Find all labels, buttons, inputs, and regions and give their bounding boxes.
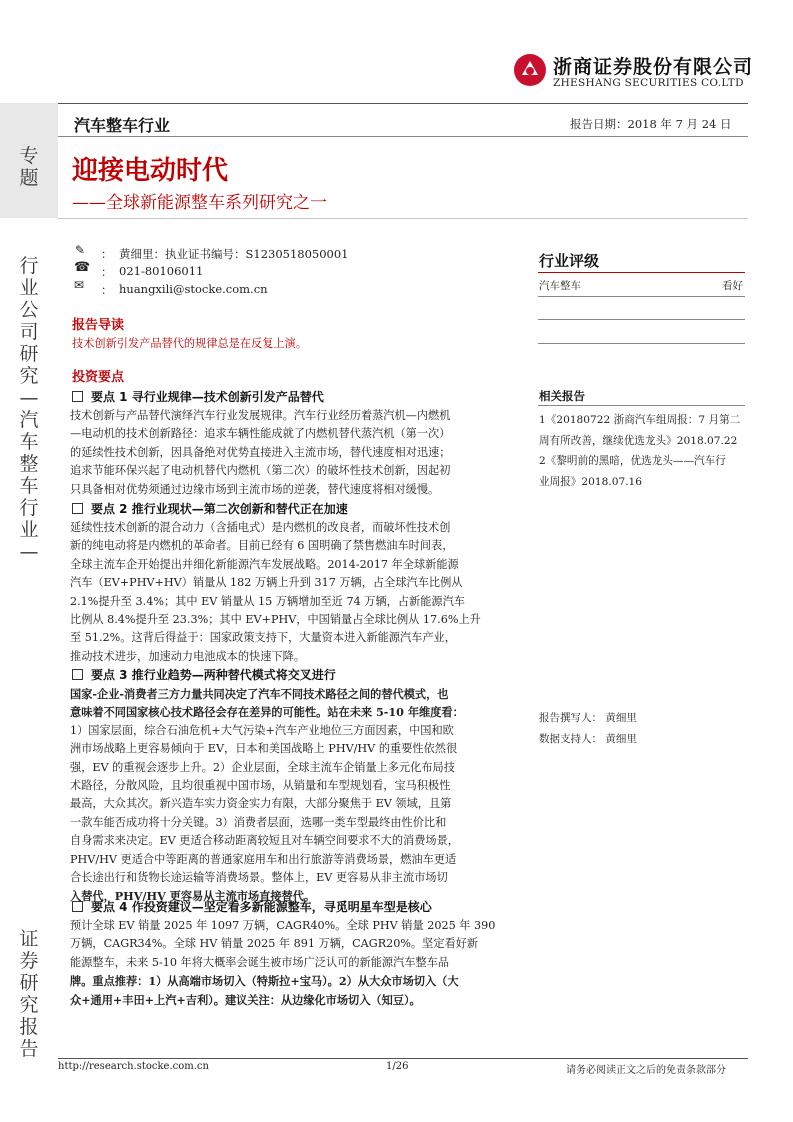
author-colon-1: ： bbox=[101, 247, 113, 261]
author-colon-2: ： bbox=[101, 265, 113, 279]
point-3-body: 国家-企业-消费者三方力量共同决定了汽车不同技术路径之间的替代模式，也 意味着不同国家核心技术路径会存在差异的可能性。站在未来 5-10 年维度看： 1）国家层面，综合石油危机+大气污染+汽车产业地位三方面因素，中国和欧 洲市场战略上更容易倾向于 EV，日本和美国战略上 PHV/HV 的重要性依然很 强，EV 的重视会逐步上升。2）企业层面，全球主流车企销量上多元化布局技 术路径，分散风险，且均很重视中国市场，从销量和车型规划看，宝马积极性 最高，大众其次。新兴造车实力资金实力有限，大部分聚焦于 EV 领域，且第 一款车能否成功将十分关键。3）消费者层面，选哪一类车型最终由性价比和 自身需求来决定。EV 更适合移动距离较短且对车辆空间要求不大的消费场景， PHV/HV 更适合中等距离的普通家庭用车和出行旅游等消费场景，燃油车更适 合长途出行和货物长途运输等消费场景。整体上，EV 更容易从非主流市场切 入替代，PHV/HV 更容易从主流市场直接替代。 bbox=[70, 687, 464, 904]
point-4-body: 预计全球 EV 销量 2025 年 1097 万辆，CAGR40%。全球 PHV 销量 2025 年 390 万辆，CAGR34%。全球 HV 销量 2025 年 891 万辆，CAGR20%。坚定看好新 能源整车，未来 5-10 年将大概率会诞生被市场广泛认可的新能源汽车整车品 牌。重点推荐：1）从高端市场切入（特斯拉+宝马）。2）从大众市场切入（大 众+通用+丰田+上汽+吉利）。建议关注：从边缘化市场切入（知豆）。 bbox=[70, 919, 496, 1007]
footer-rule bbox=[58, 1058, 748, 1059]
industry-rule bbox=[58, 136, 748, 137]
pen-icon: ✎ bbox=[75, 243, 86, 257]
logo-mark-icon bbox=[513, 53, 547, 87]
author-line: 黄细里：执业证书编号：S1230518050001 bbox=[119, 247, 349, 261]
side-label-bottom: 证 券 研 究 报 告 bbox=[19, 928, 39, 1060]
related-item[interactable]: 业周报》2018.07.16 bbox=[539, 475, 643, 488]
rating-sector: 汽车整车 bbox=[539, 280, 581, 292]
footer-disclaimer: 请务必阅读正文之后的免责条款部分 bbox=[566, 1065, 726, 1076]
related-title: 相关报告 bbox=[539, 389, 585, 403]
checkbox-icon bbox=[72, 503, 83, 514]
related-item[interactable]: 2《黎明前的黑暗，优选龙头——汽车行 bbox=[539, 455, 726, 467]
checkbox-icon bbox=[72, 901, 83, 912]
footer-page-number: 1/26 bbox=[386, 1061, 409, 1072]
company-name-en: ZHESHANG SECURITIES CO.LTD bbox=[553, 77, 744, 89]
rating-rule-3 bbox=[538, 319, 745, 320]
point-2-body: 延续性技术创新的混合动力（含插电式）是内燃机的改良者，而破坏性技术创 新的纯电动将是内燃机的革命者。目前已经有 6 国明确了禁售燃油车时间表， 全球主流车企开始提出并细化新能源汽车发展战略。2014-2017 年全球新能源 汽车（EV+PHV+HV）销量从 182 万辆上升到 317 万辆，占全球汽车比例从 2.1%提升至 3.4%；其中 EV 销量从 15 万辆增加至近 74 万辆，占新能源汽车 比例从 8.4%提升至 23.3%；其中 EV+PHV，中国销量占全球比例从 17.6%上升 至 51.2%。这背后得益于：国家政策支持下，大量资本进入新能源汽车产业， 推动技术进步，加速动力电池成本的快速下降。 bbox=[70, 521, 481, 663]
side-label-middle: 行 业 公 司 研 究 — 汽 车 整 车 行 业 — bbox=[19, 255, 39, 563]
author-phone: 021-80106011 bbox=[119, 264, 204, 278]
report-writer: 报告撰写人： 黄细里 bbox=[539, 712, 637, 724]
checkbox-icon bbox=[72, 669, 83, 680]
company-logo bbox=[513, 53, 547, 87]
guide-title: 报告导读 bbox=[72, 318, 125, 333]
point-2-heading: 要点 2 推行业现状—第二次创新和替代正在加速 bbox=[72, 500, 348, 517]
data-support: 数据支持人： 黄细里 bbox=[539, 733, 637, 745]
guide-text: 技术创新引发产品替代的规律总是在反复上演。 bbox=[72, 337, 307, 350]
industry-label: 汽车整车行业 bbox=[74, 116, 171, 135]
points-title: 投资要点 bbox=[72, 370, 125, 385]
point-1-heading: 要点 1 寻行业规律—技术创新引发产品替代 bbox=[72, 388, 324, 405]
related-rule bbox=[538, 405, 745, 406]
checkbox-icon bbox=[72, 391, 83, 402]
title-rule bbox=[58, 218, 748, 219]
rating-title: 行业评级 bbox=[539, 252, 600, 270]
company-name-cn: 浙商证券股份有限公司 bbox=[553, 56, 754, 78]
point-1-body: 技术创新与产品替代演绎汽车行业发展规律。汽车行业经历着蒸汽机—内燃机 —电动机的技术创新路径：追求车辆性能成就了内燃机替代蒸汽机（第一次） 的延续性技术创新，因具备绝对优势直接进入主流市场，替代速度相对迅速； 追求节能环保兴起了电动机替代内燃机（第二次）的破坏性技术创新，因起初 只具备相对优势须通过边缘市场到主流市场的逆袭，替代速度将相对缓慢。 bbox=[70, 409, 451, 496]
footer-url[interactable]: http://research.stocke.com.cn bbox=[58, 1061, 209, 1072]
rating-rule-1 bbox=[538, 272, 745, 273]
rating-rule-4 bbox=[538, 343, 745, 344]
header-rule bbox=[58, 103, 748, 104]
author-email[interactable]: huangxili@stocke.com.cn bbox=[119, 282, 268, 296]
related-list bbox=[539, 410, 749, 492]
report-title: 迎接电动时代 bbox=[72, 156, 229, 186]
rating-rule-2 bbox=[538, 296, 745, 297]
report-date: 报告日期：2018 年 7 月 24 日 bbox=[570, 117, 732, 131]
author-colon-3: ： bbox=[101, 283, 113, 297]
point-4-heading: 要点 4 作投资建议—坚定看多新能源整车，寻觅明星车型是核心 bbox=[72, 898, 432, 915]
report-subtitle: ——全球新能源整车系列研究之一 bbox=[72, 193, 327, 213]
mail-icon: ✉ bbox=[74, 278, 85, 292]
side-label-top: 专 题 bbox=[19, 145, 39, 189]
related-item[interactable]: 1《20180722 浙商汽车组周报：7 月第二 bbox=[539, 414, 741, 426]
related-item[interactable]: 周有所改善，继续优选龙头》2018.07.22 bbox=[539, 434, 738, 447]
phone-icon: ☎ bbox=[74, 260, 91, 275]
point-3-heading: 要点 3 推行业趋势—两种替代模式将交叉进行 bbox=[72, 666, 336, 683]
rating-value: 看好 bbox=[722, 280, 743, 292]
